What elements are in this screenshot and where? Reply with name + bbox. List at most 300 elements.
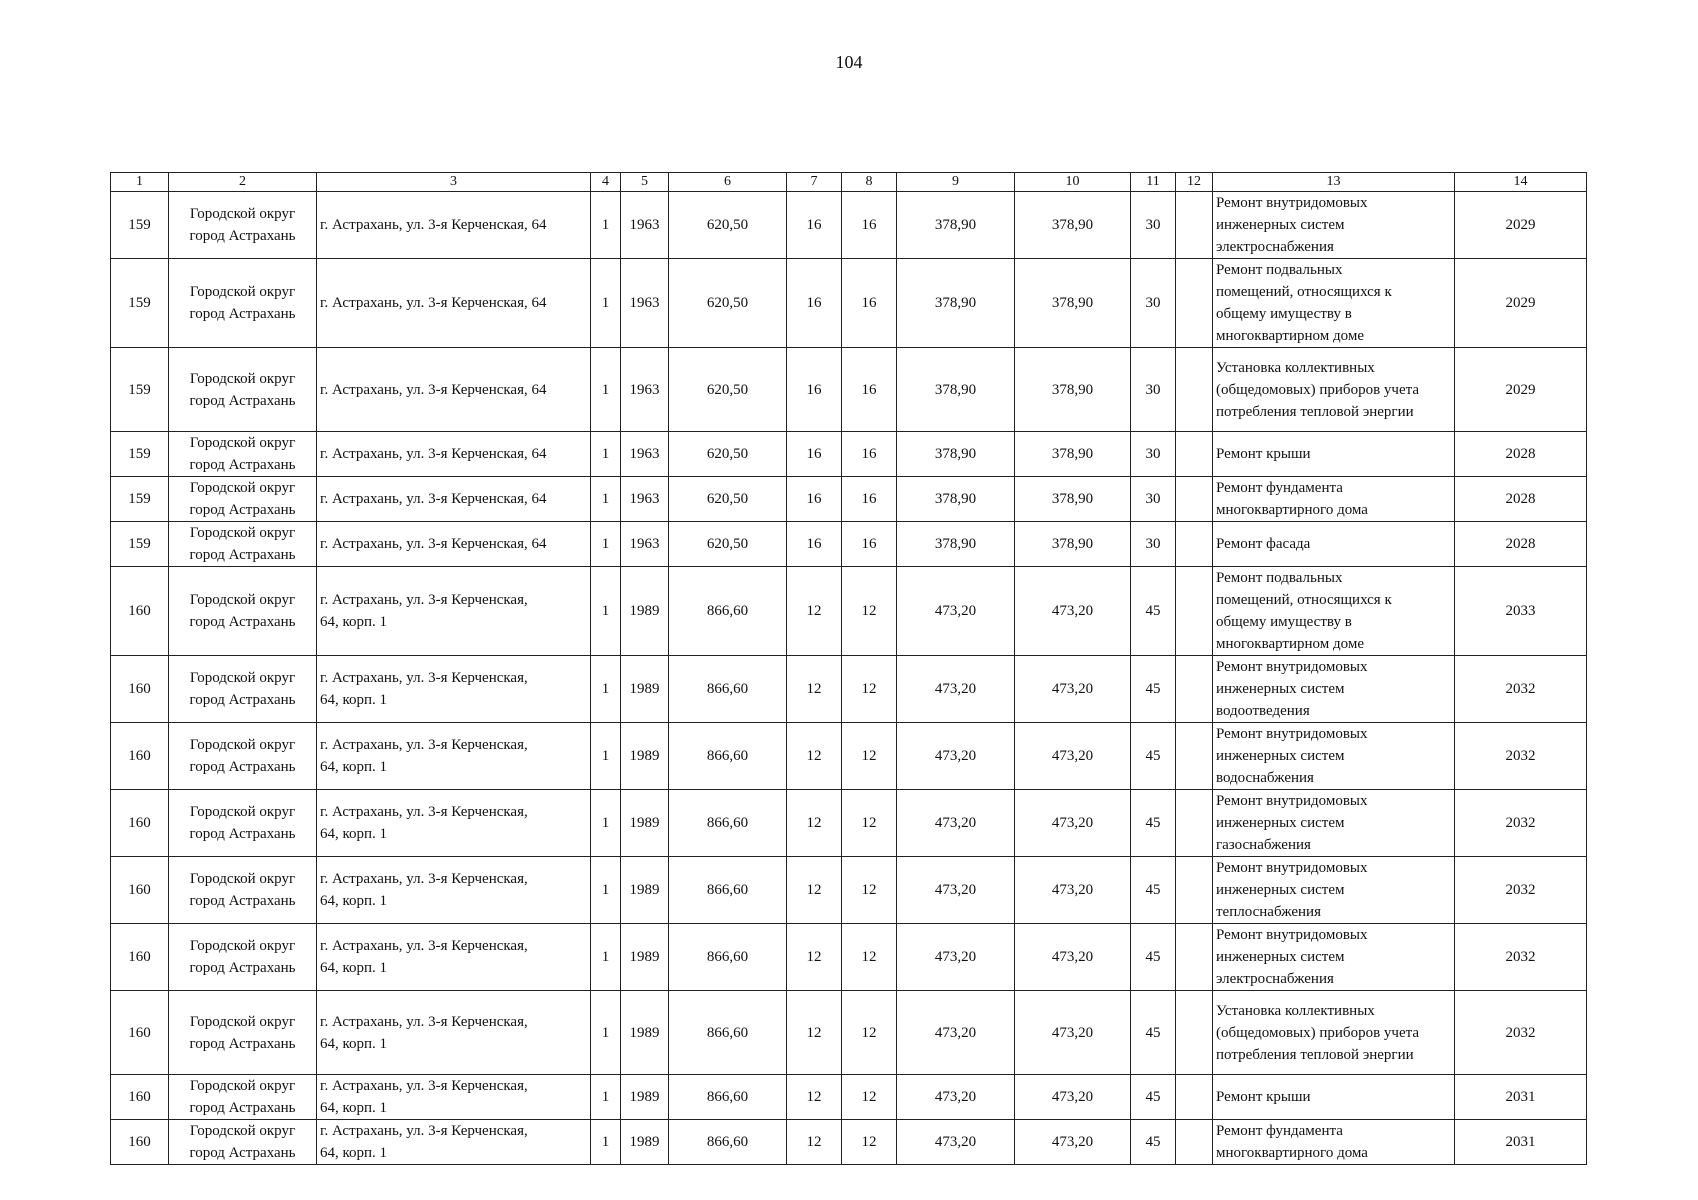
cell-address [317, 432, 591, 477]
cell-col-4: 1 [591, 1120, 621, 1165]
work-type-line: Ремонт фасада [1216, 536, 1311, 552]
cell-year: 1963 [621, 432, 669, 477]
address-line: 64, корп. 1 [320, 692, 388, 708]
cell-col-9: 473,20 [897, 567, 1015, 656]
cell-col-11: 45 [1131, 857, 1176, 924]
cell-municipality [169, 567, 317, 656]
cell-col-12 [1176, 522, 1213, 567]
cell-year: 1989 [621, 656, 669, 723]
table-row [111, 1075, 1587, 1120]
municipality-line: Городской округ [189, 592, 296, 608]
municipality-line: город Астрахань [189, 614, 296, 630]
municipality-line: город Астрахань [189, 1100, 296, 1116]
cell-work-type [1213, 567, 1455, 656]
cell-col-12 [1176, 192, 1213, 259]
municipality-line: город Астрахань [189, 692, 296, 708]
address-line: г. Астрахань, ул. 3-я Керченская, 64 [320, 217, 547, 233]
work-type-line: потребления тепловой энергии [1216, 1046, 1414, 1063]
cell-col-12 [1176, 991, 1213, 1075]
cell-municipality [169, 723, 317, 790]
cell-total-area: 620,50 [669, 192, 787, 259]
cell-col-7: 16 [787, 259, 842, 348]
cell-row-number: 160 [111, 1075, 169, 1120]
column-header: 10 [1015, 173, 1131, 192]
cell-address [317, 348, 591, 432]
work-type-line: помещений, относящихся к [1216, 284, 1392, 300]
cell-total-area: 620,50 [669, 432, 787, 477]
municipality-line: Городской округ [189, 480, 296, 496]
table-row [111, 790, 1587, 857]
address-line: г. Астрахань, ул. 3-я Керченская, [320, 737, 528, 753]
cell-planned-year: 2031 [1455, 1075, 1587, 1120]
municipality-line: город Астрахань [189, 1035, 296, 1052]
cell-year: 1989 [621, 1120, 669, 1165]
cell-planned-year: 2032 [1455, 790, 1587, 857]
municipality-line: город Астрахань [189, 502, 296, 518]
cell-col-4: 1 [591, 567, 621, 656]
column-header: 12 [1176, 173, 1213, 192]
cell-address [317, 1075, 591, 1120]
cell-col-12 [1176, 477, 1213, 522]
municipality-line: Городской округ [189, 1013, 296, 1030]
address-line: г. Астрахань, ул. 3-я Керченская, 64 [320, 491, 547, 507]
work-type-line: многоквартирного дома [1216, 502, 1368, 518]
cell-address [317, 991, 591, 1075]
work-type-line: Ремонт внутридомовых [1216, 927, 1368, 943]
cell-total-area: 620,50 [669, 348, 787, 432]
cell-work-type [1213, 790, 1455, 857]
cell-row-number: 159 [111, 477, 169, 522]
work-type-line: Ремонт крыши [1216, 1089, 1311, 1105]
cell-year: 1963 [621, 192, 669, 259]
cell-col-8: 16 [842, 477, 897, 522]
cell-row-number: 160 [111, 924, 169, 991]
column-header: 4 [591, 173, 621, 192]
cell-col-10: 473,20 [1015, 790, 1131, 857]
cell-address [317, 656, 591, 723]
address-line: 64, корп. 1 [320, 1035, 388, 1052]
cell-col-7: 12 [787, 857, 842, 924]
cell-work-type [1213, 522, 1455, 567]
cell-col-10: 378,90 [1015, 522, 1131, 567]
cell-col-10: 473,20 [1015, 1075, 1131, 1120]
cell-planned-year: 2032 [1455, 723, 1587, 790]
table-row [111, 192, 1587, 259]
cell-col-11: 30 [1131, 192, 1176, 259]
work-type-line: (общедомовых) приборов учета [1216, 1024, 1419, 1041]
cell-col-11: 30 [1131, 477, 1176, 522]
address-line: 64, корп. 1 [320, 1100, 388, 1116]
address-line: г. Астрахань, ул. 3-я Керченская, [320, 1078, 528, 1094]
work-type-line: инженерных систем [1216, 681, 1345, 697]
cell-work-type [1213, 432, 1455, 477]
cell-col-12 [1176, 656, 1213, 723]
cell-col-9: 378,90 [897, 522, 1015, 567]
cell-row-number: 160 [111, 567, 169, 656]
cell-col-9: 473,20 [897, 924, 1015, 991]
column-header: 6 [669, 173, 787, 192]
work-type-line: Установка коллективных [1216, 1002, 1375, 1019]
cell-total-area: 866,60 [669, 1075, 787, 1120]
work-type-line: общему имуществу в [1216, 614, 1352, 630]
cell-municipality [169, 1075, 317, 1120]
municipality-line: Городской округ [189, 1078, 296, 1094]
cell-col-11: 30 [1131, 522, 1176, 567]
cell-col-12 [1176, 1075, 1213, 1120]
municipality-line: город Астрахань [189, 893, 296, 909]
cell-total-area: 866,60 [669, 567, 787, 656]
work-type-line: Ремонт фундамента [1216, 1123, 1343, 1139]
cell-year: 1989 [621, 790, 669, 857]
cell-col-4: 1 [591, 723, 621, 790]
cell-planned-year: 2032 [1455, 991, 1587, 1075]
cell-col-4: 1 [591, 259, 621, 348]
table-row [111, 567, 1587, 656]
cell-col-7: 12 [787, 723, 842, 790]
municipality-line: Городской округ [189, 871, 296, 887]
cell-total-area: 866,60 [669, 656, 787, 723]
work-type-line: многоквартирном доме [1216, 328, 1364, 344]
cell-col-10: 378,90 [1015, 432, 1131, 477]
cell-municipality [169, 991, 317, 1075]
cell-planned-year: 2029 [1455, 259, 1587, 348]
cell-work-type [1213, 723, 1455, 790]
municipality-line: Городской округ [189, 938, 296, 954]
cell-total-area: 866,60 [669, 790, 787, 857]
column-number-row [111, 173, 1587, 192]
municipality-line: Городской округ [189, 670, 296, 686]
cell-col-10: 473,20 [1015, 656, 1131, 723]
cell-col-10: 473,20 [1015, 991, 1131, 1075]
table-row [111, 723, 1587, 790]
column-header: 13 [1213, 173, 1455, 192]
cell-col-10: 473,20 [1015, 567, 1131, 656]
cell-row-number: 159 [111, 192, 169, 259]
cell-col-7: 12 [787, 656, 842, 723]
cell-year: 1989 [621, 924, 669, 991]
table-body [111, 192, 1587, 1165]
cell-row-number: 160 [111, 857, 169, 924]
cell-work-type [1213, 259, 1455, 348]
work-type-line: Ремонт подвальных [1216, 262, 1343, 278]
municipality-line: Городской округ [189, 206, 296, 222]
cell-col-7: 16 [787, 348, 842, 432]
cell-col-8: 12 [842, 567, 897, 656]
cell-planned-year: 2029 [1455, 192, 1587, 259]
cell-col-11: 30 [1131, 259, 1176, 348]
municipality-line: город Астрахань [189, 228, 296, 244]
cell-col-4: 1 [591, 192, 621, 259]
cell-col-4: 1 [591, 924, 621, 991]
cell-col-9: 378,90 [897, 348, 1015, 432]
cell-col-8: 12 [842, 790, 897, 857]
cell-col-4: 1 [591, 991, 621, 1075]
work-type-line: Ремонт внутридомовых [1216, 793, 1368, 809]
cell-col-12 [1176, 432, 1213, 477]
cell-col-7: 12 [787, 991, 842, 1075]
capital-repair-table [110, 172, 1587, 1165]
cell-col-10: 378,90 [1015, 348, 1131, 432]
column-header: 8 [842, 173, 897, 192]
cell-col-12 [1176, 924, 1213, 991]
cell-work-type [1213, 477, 1455, 522]
cell-col-9: 378,90 [897, 477, 1015, 522]
column-header: 11 [1131, 173, 1176, 192]
cell-address [317, 522, 591, 567]
municipality-line: Городской округ [189, 435, 296, 451]
work-type-line: Ремонт внутридомовых [1216, 195, 1368, 211]
address-line: г. Астрахань, ул. 3-я Керченская, [320, 804, 528, 820]
address-line: г. Астрахань, ул. 3-я Керченская, 64 [320, 295, 547, 311]
address-line: 64, корп. 1 [320, 826, 388, 842]
cell-col-8: 12 [842, 857, 897, 924]
table-row [111, 656, 1587, 723]
work-type-line: помещений, относящихся к [1216, 592, 1392, 608]
work-type-line: инженерных систем [1216, 217, 1345, 233]
cell-planned-year: 2028 [1455, 432, 1587, 477]
work-type-line: инженерных систем [1216, 949, 1345, 965]
cell-address [317, 857, 591, 924]
municipality-line: Городской округ [189, 525, 296, 541]
work-type-line: водоснабжения [1216, 770, 1314, 786]
cell-address [317, 790, 591, 857]
cell-col-12 [1176, 1120, 1213, 1165]
cell-row-number: 159 [111, 259, 169, 348]
cell-planned-year: 2028 [1455, 477, 1587, 522]
address-line: г. Астрахань, ул. 3-я Керченская, 64 [320, 536, 547, 552]
cell-year: 1963 [621, 477, 669, 522]
municipality-line: город Астрахань [189, 392, 296, 409]
cell-col-12 [1176, 348, 1213, 432]
work-type-line: многоквартирного дома [1216, 1145, 1368, 1161]
cell-col-11: 30 [1131, 348, 1176, 432]
cell-row-number: 159 [111, 522, 169, 567]
cell-municipality [169, 522, 317, 567]
cell-col-11: 45 [1131, 991, 1176, 1075]
work-type-line: Ремонт подвальных [1216, 570, 1343, 586]
cell-col-8: 16 [842, 192, 897, 259]
work-type-line: газоснабжения [1216, 837, 1311, 853]
cell-col-9: 473,20 [897, 790, 1015, 857]
cell-address [317, 1120, 591, 1165]
column-header: 2 [169, 173, 317, 192]
municipality-line: Городской округ [189, 1123, 296, 1139]
address-line: г. Астрахань, ул. 3-я Керченская, [320, 871, 528, 887]
cell-work-type [1213, 991, 1455, 1075]
cell-col-10: 473,20 [1015, 857, 1131, 924]
cell-col-9: 473,20 [897, 1075, 1015, 1120]
column-header: 1 [111, 173, 169, 192]
cell-col-7: 16 [787, 432, 842, 477]
cell-col-11: 45 [1131, 1075, 1176, 1120]
cell-col-4: 1 [591, 656, 621, 723]
work-type-line: общему имуществу в [1216, 306, 1352, 322]
cell-col-12 [1176, 259, 1213, 348]
municipality-line: город Астрахань [189, 960, 296, 976]
cell-col-7: 16 [787, 477, 842, 522]
cell-col-8: 12 [842, 723, 897, 790]
cell-col-12 [1176, 790, 1213, 857]
cell-year: 1963 [621, 348, 669, 432]
work-type-line: электроснабжения [1216, 239, 1334, 255]
cell-planned-year: 2029 [1455, 348, 1587, 432]
table-row [111, 522, 1587, 567]
column-header: 7 [787, 173, 842, 192]
cell-work-type [1213, 656, 1455, 723]
cell-col-10: 378,90 [1015, 192, 1131, 259]
cell-col-8: 16 [842, 259, 897, 348]
table-row [111, 1120, 1587, 1165]
address-line: г. Астрахань, ул. 3-я Керченская, 64 [320, 381, 547, 398]
cell-col-8: 12 [842, 656, 897, 723]
cell-year: 1989 [621, 1075, 669, 1120]
cell-total-area: 866,60 [669, 1120, 787, 1165]
municipality-line: город Астрахань [189, 826, 296, 842]
cell-col-4: 1 [591, 790, 621, 857]
cell-year: 1989 [621, 567, 669, 656]
cell-planned-year: 2031 [1455, 1120, 1587, 1165]
cell-col-12 [1176, 857, 1213, 924]
address-line: г. Астрахань, ул. 3-я Керченская, [320, 592, 528, 608]
cell-col-11: 45 [1131, 924, 1176, 991]
cell-row-number: 159 [111, 432, 169, 477]
cell-col-7: 12 [787, 1120, 842, 1165]
cell-col-8: 12 [842, 1120, 897, 1165]
page-number: 104 [835, 52, 863, 72]
cell-col-8: 16 [842, 432, 897, 477]
cell-col-9: 378,90 [897, 432, 1015, 477]
cell-planned-year: 2033 [1455, 567, 1587, 656]
cell-total-area: 620,50 [669, 477, 787, 522]
cell-municipality [169, 348, 317, 432]
cell-col-11: 45 [1131, 723, 1176, 790]
municipality-line: Городской округ [189, 804, 296, 820]
cell-municipality [169, 477, 317, 522]
cell-address [317, 567, 591, 656]
cell-col-9: 378,90 [897, 259, 1015, 348]
cell-col-9: 473,20 [897, 723, 1015, 790]
cell-municipality [169, 259, 317, 348]
address-line: 64, корп. 1 [320, 614, 388, 630]
cell-col-10: 473,20 [1015, 723, 1131, 790]
column-header: 5 [621, 173, 669, 192]
cell-municipality [169, 790, 317, 857]
work-type-line: Ремонт внутридомовых [1216, 860, 1368, 876]
cell-col-11: 45 [1131, 1120, 1176, 1165]
cell-address [317, 723, 591, 790]
address-line: г. Астрахань, ул. 3-я Керченская, 64 [320, 446, 547, 462]
cell-col-12 [1176, 567, 1213, 656]
column-header: 9 [897, 173, 1015, 192]
cell-total-area: 620,50 [669, 259, 787, 348]
work-type-line: электроснабжения [1216, 971, 1334, 987]
cell-year: 1989 [621, 857, 669, 924]
cell-col-12 [1176, 723, 1213, 790]
work-type-line: (общедомовых) приборов учета [1216, 381, 1419, 398]
column-header: 14 [1455, 173, 1587, 192]
cell-col-8: 16 [842, 522, 897, 567]
cell-address [317, 477, 591, 522]
municipality-line: город Астрахань [189, 759, 296, 775]
cell-municipality [169, 857, 317, 924]
cell-address [317, 924, 591, 991]
work-type-line: Ремонт внутридомовых [1216, 659, 1368, 675]
work-type-line: инженерных систем [1216, 882, 1345, 898]
cell-col-11: 45 [1131, 656, 1176, 723]
cell-total-area: 866,60 [669, 924, 787, 991]
cell-total-area: 866,60 [669, 857, 787, 924]
cell-planned-year: 2032 [1455, 924, 1587, 991]
cell-work-type [1213, 1075, 1455, 1120]
cell-row-number: 160 [111, 991, 169, 1075]
address-line: 64, корп. 1 [320, 759, 388, 775]
work-type-line: Ремонт крыши [1216, 446, 1311, 462]
work-type-line: потребления тепловой энергии [1216, 403, 1414, 420]
cell-col-4: 1 [591, 477, 621, 522]
address-line: 64, корп. 1 [320, 1145, 388, 1161]
cell-address [317, 192, 591, 259]
cell-year: 1963 [621, 522, 669, 567]
table-row [111, 477, 1587, 522]
work-type-line: Установка коллективных [1216, 359, 1375, 376]
cell-col-4: 1 [591, 522, 621, 567]
cell-municipality [169, 656, 317, 723]
cell-col-7: 12 [787, 1075, 842, 1120]
cell-col-7: 16 [787, 192, 842, 259]
municipality-line: Городской округ [189, 370, 296, 387]
cell-work-type [1213, 1120, 1455, 1165]
cell-row-number: 160 [111, 656, 169, 723]
work-type-line: инженерных систем [1216, 815, 1345, 831]
table-row [111, 259, 1587, 348]
cell-col-8: 12 [842, 991, 897, 1075]
cell-col-11: 30 [1131, 432, 1176, 477]
cell-row-number: 160 [111, 723, 169, 790]
cell-year: 1963 [621, 259, 669, 348]
address-line: 64, корп. 1 [320, 893, 388, 909]
cell-col-9: 473,20 [897, 1120, 1015, 1165]
work-type-line: Ремонт фундамента [1216, 480, 1343, 496]
work-type-line: теплоснабжения [1216, 904, 1321, 920]
cell-col-7: 12 [787, 790, 842, 857]
address-line: г. Астрахань, ул. 3-я Керченская, [320, 1123, 528, 1139]
cell-col-9: 473,20 [897, 857, 1015, 924]
cell-municipality [169, 432, 317, 477]
cell-municipality [169, 192, 317, 259]
cell-col-4: 1 [591, 857, 621, 924]
cell-year: 1989 [621, 991, 669, 1075]
table-row [111, 991, 1587, 1075]
cell-work-type [1213, 924, 1455, 991]
municipality-line: город Астрахань [189, 547, 296, 563]
municipality-line: Городской округ [189, 284, 296, 300]
cell-planned-year: 2032 [1455, 656, 1587, 723]
cell-total-area: 620,50 [669, 522, 787, 567]
cell-work-type [1213, 348, 1455, 432]
cell-col-9: 378,90 [897, 192, 1015, 259]
address-line: г. Астрахань, ул. 3-я Керченская, [320, 938, 528, 954]
cell-col-4: 1 [591, 348, 621, 432]
cell-planned-year: 2032 [1455, 857, 1587, 924]
cell-row-number: 160 [111, 1120, 169, 1165]
address-line: г. Астрахань, ул. 3-я Керченская, [320, 1013, 528, 1030]
cell-col-10: 473,20 [1015, 1120, 1131, 1165]
column-header: 3 [317, 173, 591, 192]
cell-col-10: 378,90 [1015, 259, 1131, 348]
cell-col-10: 473,20 [1015, 924, 1131, 991]
table-row [111, 857, 1587, 924]
cell-year: 1989 [621, 723, 669, 790]
